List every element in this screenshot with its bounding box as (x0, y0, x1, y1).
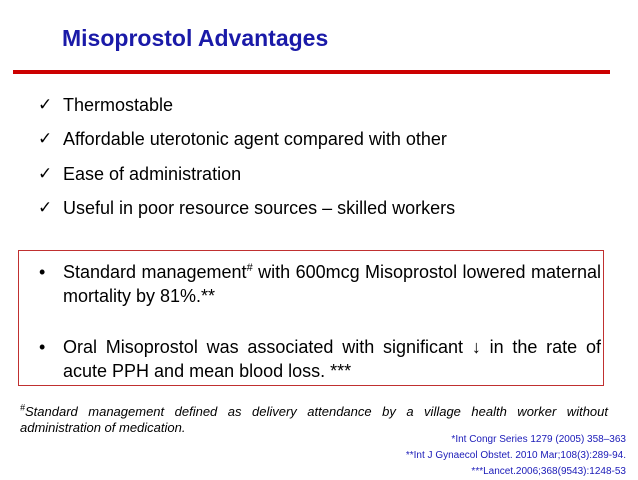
checkmark-icon: ✓ (38, 197, 53, 217)
advantages-list (38, 94, 455, 231)
footnote-text: Standard management defined as delivery attendance by a village health worker without administration of medication. (20, 404, 608, 435)
references (406, 432, 626, 480)
reference-item: **Int J Gynaecol Obstet. 2010 Mar;108(3):289-94. (405, 450, 626, 461)
slide-title: Misoprostol Advantages (62, 25, 329, 51)
reference-item: *Int Congr Series 1279 (2005) 358–363 (451, 434, 626, 445)
advantage-item (38, 128, 455, 162)
finding-item (39, 335, 601, 383)
finding-item (39, 260, 601, 308)
advantage-label: Ease of administration (63, 163, 242, 184)
advantage-label: Affordable uterotonic agent compared with other (63, 129, 447, 150)
finding-text: Oral Misoprostol was associated with significant ↓ in the rate of acute PPH and mean blood loss. *** (63, 337, 601, 381)
finding-text (63, 260, 601, 308)
checkmark-icon: ✓ (38, 163, 53, 183)
findings-box (18, 250, 604, 386)
advantage-item (38, 94, 455, 128)
advantage-label: Thermostable (63, 95, 174, 115)
reference-item: ***Lancet.2006;368(9543):1248-53 (471, 466, 626, 477)
advantage-item (38, 197, 455, 231)
bullet-icon: • (39, 262, 46, 282)
finding-text-end: with 600mcg Misoprostol lowered maternal mortality by 81%.** (63, 262, 601, 306)
checkmark-icon: ✓ (38, 95, 53, 114)
checkmark-icon: ✓ (38, 129, 53, 149)
advantage-item (38, 163, 455, 197)
title-underline (13, 70, 610, 74)
footnote-marker: # (246, 262, 253, 274)
finding-text-start: Standard management (63, 262, 247, 282)
bullet-icon: • (39, 337, 46, 357)
footnote-marker: # (20, 402, 26, 413)
advantage-label: Useful in poor resource sources – skilled workers (63, 197, 456, 218)
